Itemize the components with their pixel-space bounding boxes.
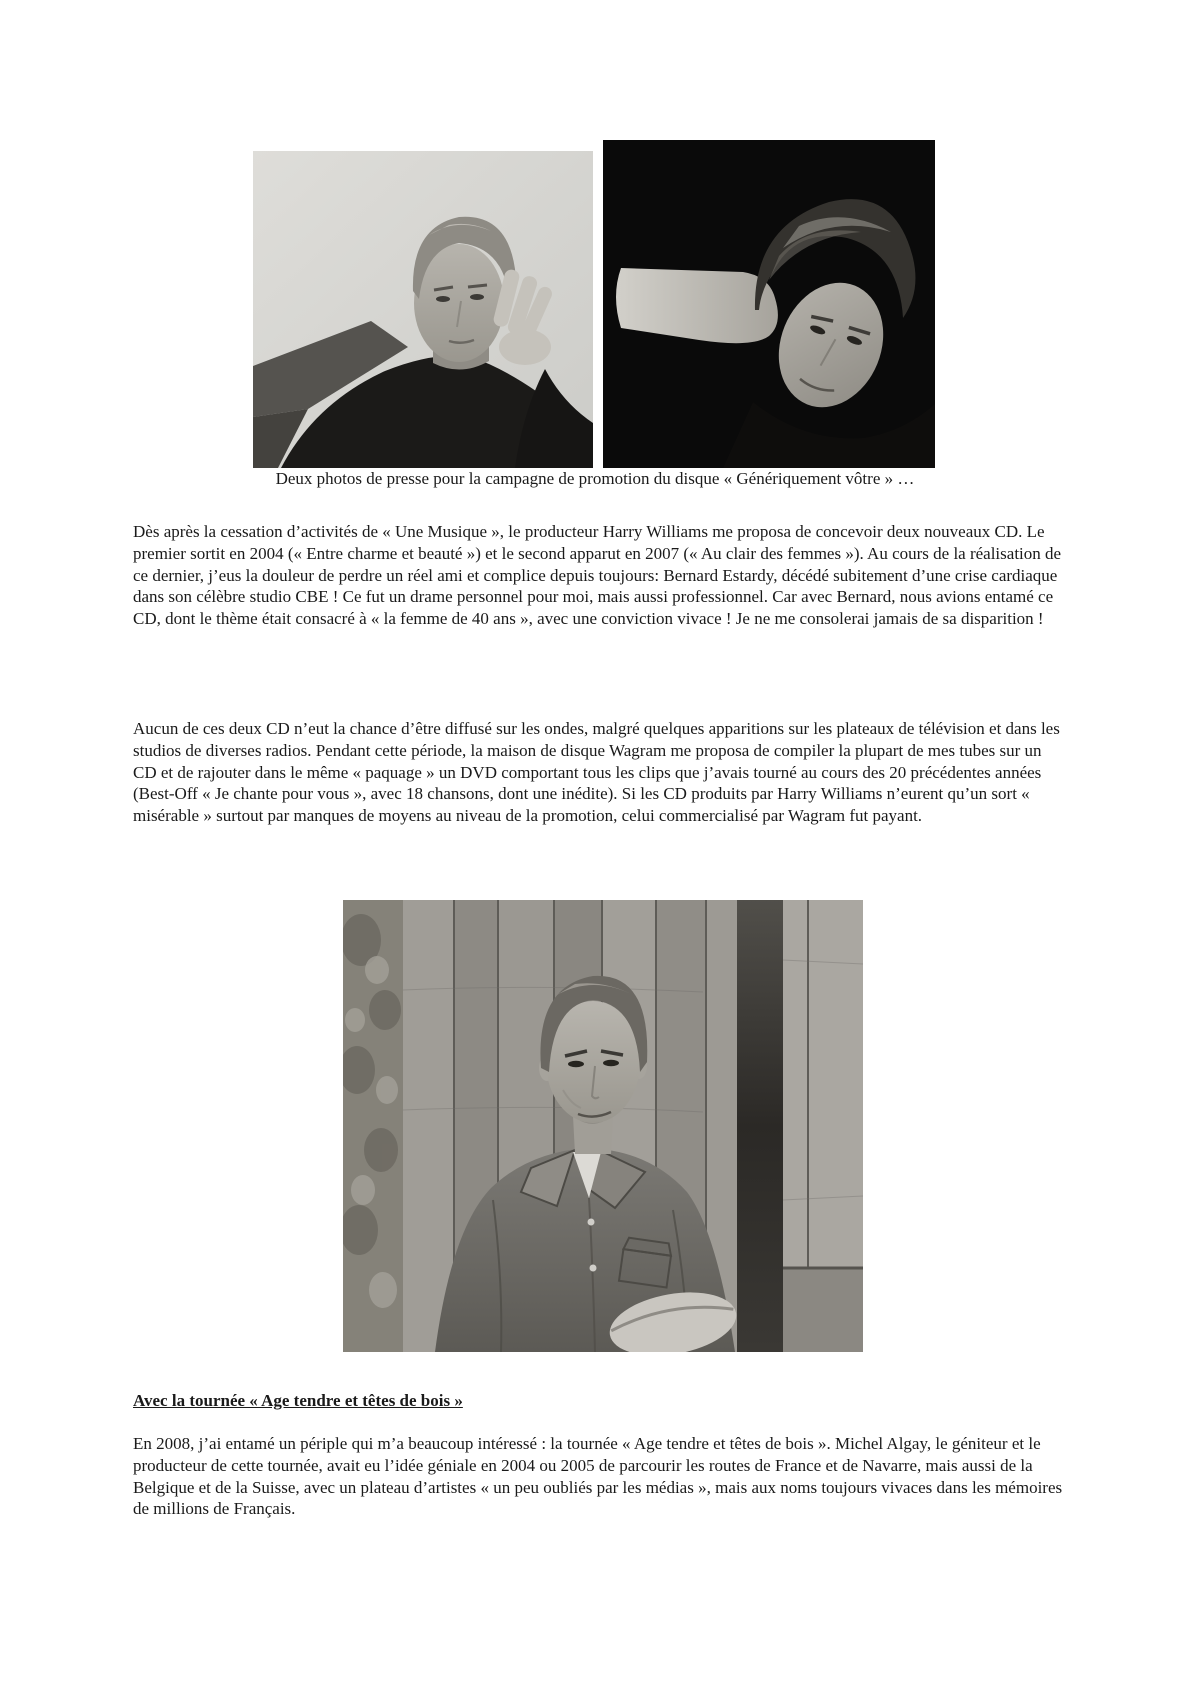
tour-photo [343,900,863,1352]
paragraph-1: Dès après la cessation d’activités de « Une Musique », le producteur Harry Williams me proposa de concevoir deux nouveaux CD. Le premier sortit en 2004 (« Entre charme et beauté ») et le second apparut en 2007 (« Au clair des femmes »). Au cours de la réalisation de ce dernier, j’eus la douleur de perdre un réel ami et complice depuis toujours: Bernard Estardy, décédé subitement d’une crise cardiaque dans son célèbre studio CBE ! Ce fut un drame personnel pour moi, mais aussi professionnel. Car avec Bernard, nous avions entamé ce CD, dont le thème était consacré à « la femme de 40 ans », avec une conviction vivace ! Je ne me consolerai jamais de sa disparition ! [133,522,1062,628]
press-photo-left-art [253,151,593,468]
tour-photo-art [343,900,863,1352]
paragraph-3: En 2008, j’ai entamé un périple qui m’a beaucoup intéressé : la tournée « Age tendre et têtes de bois ». Michel Algay, le géniteur et le producteur de cette tournée, avait eu l’idée géniale en 2004 ou 2005 de parcourir les routes de France et de Navarre, mais aussi de la Belgique et de la Suisse, avec un plateau d’artistes « un peu oubliés par les médias », mais aux noms toujours vivaces dans les mémoires de millions de Français. [133,1434,1063,1519]
press-photo-left [253,151,593,468]
photos-caption: Deux photos de presse pour la campagne de promotion du disque « Génériquement vôtre » … [275,469,915,488]
press-photo-right-art [603,140,935,468]
press-photo-right [603,140,935,468]
section-heading: Avec la tournée « Age tendre et têtes de bois » [133,1391,463,1410]
paragraph-2: Aucun de ces deux CD n’eut la chance d’être diffusé sur les ondes, malgré quelques apparitions sur les plateaux de télévision et dans les studios de diverses radios. Pendant cette période, la maison de disque Wagram me proposa de compiler la plupart de mes tubes sur un CD et de rajouter dans le même « paquage » un DVD comportant tous les clips que j’avais tourné au cours des 20 précédentes années (Best-Off « Je chante pour vous », avec 18 chansons, dont une inédite). Si les CD produits par Harry Williams n’eurent qu’un sort « misérable » surtout par manques de moyens au niveau de la promotion, celui commercialisé par Wagram fut payant. [133,719,1060,825]
